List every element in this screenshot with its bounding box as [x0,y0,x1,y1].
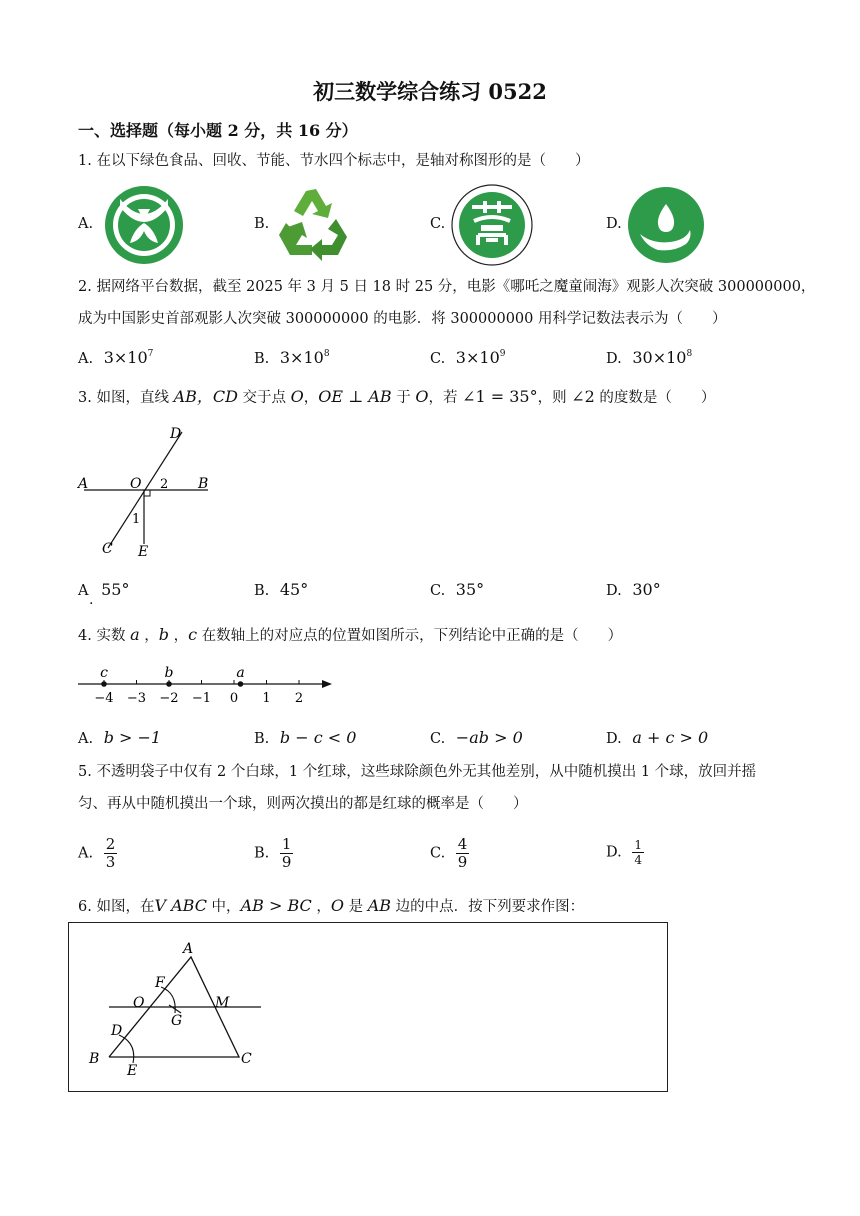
q3-option-a-dot: . [89,592,94,608]
q6-fig-label-g: G [171,1013,183,1029]
q5-option-d-fraction [632,838,644,867]
q5-option-b-num: 1 [281,835,292,853]
q6-math-ineq: AB > BC [240,896,312,915]
q4-sep-1: ， [139,628,159,644]
q4-var-b: b [158,625,169,644]
q4-option-a [78,728,161,747]
energy-saving-icon [450,183,534,271]
q3-option-b [254,580,308,599]
q3-text-4: 于 [391,390,416,406]
q4-option-c [430,728,523,747]
q5-option-a-num: 2 [105,835,116,853]
q1-option-b-label: B. [254,216,270,232]
q4-text-2: 在数轴上的对应点的位置如图所示，下列结论中正确的是（ ） [197,628,623,644]
q3-text-5: ，若 [428,390,463,406]
q3-text-2: 交于点 [237,390,291,406]
q5-option-b [254,836,293,871]
q3-fig-label-2: 2 [160,477,169,492]
q3-option-a-value: 55° [101,580,130,599]
q3-figure [74,424,224,568]
q3-option-c [430,580,484,599]
question-4-text [78,625,622,646]
q3-fig-label-1: 1 [132,512,141,527]
q2-option-d-label: D. [606,351,622,367]
q5-option-c-num: 4 [457,835,468,853]
q4-var-c: c [188,625,198,644]
q2-option-a-label: A. [78,351,94,367]
q6-fig-label-f: F [155,975,165,991]
question-1-text: 1. 在以下绿色食品、回收、节能、节水四个标志中，是轴对称图形的是（ ） [78,153,590,169]
page-title: 初三数学综合练习 0522 [313,79,547,104]
q3-text-6: ，则 [537,390,572,406]
q2-option-b [254,348,330,367]
q3-option-c-value: 35° [455,580,485,599]
q4-sep-2: ， [168,628,189,644]
question-6-text [78,896,584,917]
q2-option-a-coef: 3×10 [103,348,148,367]
q3-math-angle1: ∠1 = 35° [462,387,538,406]
number-line-point-label-c: c [100,665,108,681]
number-line-point-label-a: a [236,665,245,681]
q1-option-c-label: C. [430,216,446,232]
q3-fig-label-b: B [198,476,209,492]
q4-option-b-label: B. [254,731,270,747]
q6-fig-label-o: O [133,995,145,1011]
recycle-icon [276,185,356,265]
q4-option-b [254,728,356,747]
q4-option-c-expr: −ab > 0 [455,728,523,747]
q5-option-c-label: C. [430,845,446,862]
q5-option-b-den: 9 [281,853,292,871]
q2-option-c-exp: 9 [499,349,506,359]
q4-option-d-expr: a + c > 0 [632,728,709,747]
section-heading: 一、选择题（每小题 2 分，共 16 分） [78,121,358,140]
q2-option-d-exp: 8 [686,349,693,359]
q4-option-c-label: C. [430,731,446,747]
q5-option-a [78,836,117,871]
q4-option-d-label: D. [606,731,622,747]
q6-text-2: 中， [206,899,241,915]
q4-option-a-label: A. [78,731,94,747]
q3-option-d-label: D. [606,583,622,599]
q4-var-a: a [130,625,140,644]
q3-text-7: 的度数是（ ） [594,390,716,406]
q2-option-c-label: C. [430,351,446,367]
q5-option-d-num: 1 [634,838,642,852]
number-line-point-c [101,681,107,687]
q3-option-a-label: A [78,583,89,599]
q3-math-o2: O [415,387,429,406]
q3-math-perp: OE ⊥ AB [318,387,392,406]
water-saving-icon [626,186,706,268]
q4-option-b-expr: b − c < 0 [279,728,357,747]
q5-option-a-den: 3 [105,853,116,871]
question-5-line-2: 匀、再从中随机摸出一个球，则两次摸出的都是红球的概率是（ ） [78,796,528,812]
q5-option-b-label: B. [254,845,270,862]
q3-option-d-value: 30° [632,580,661,599]
q6-fig-label-b: B [89,1051,100,1067]
q6-fig-label-a: A [183,941,194,957]
q2-option-c [430,348,505,367]
q2-option-b-label: B. [254,351,270,367]
number-line-tick-label: 2 [294,691,304,706]
q6-fig-label-m: M [215,995,230,1011]
q3-math-angle2: ∠2 [571,387,595,406]
question-5-line-1: 5. 不透明袋子中仅有 2 个白球，1 个红球，这些球除颜色外无其他差别，从中随机摸出 1 个球，放回并摇 [78,764,757,780]
q3-math-o: O [290,387,304,406]
q6-text-3: ， [311,899,331,915]
q3-math-lines: AB，CD [173,387,238,406]
question-2-line-2: 成为中国影史首部观影人次突破 300000000 的电影．将 300000000 用科学记数法表示为（ ） [78,311,727,327]
q6-fig-label-d: D [111,1023,123,1039]
q3-option-d [606,580,661,599]
green-food-icon [104,185,184,269]
q5-option-d [606,838,644,867]
number-line-tick-label: 1 [262,691,271,706]
q3-option-b-label: B. [254,583,270,599]
q3-fig-label-a: A [78,476,89,492]
q3-text-1: 3. 如图，直线 [78,390,174,406]
q6-math-ab: AB [367,896,392,915]
question-2-line-1: 2. 据网络平台数据，截至 2025 年 3 月 5 日 18 时 25 分，电影《哪吒之魔童闹海》观影人次突破 300000000， [78,279,816,295]
number-line-point-b [166,681,172,687]
q3-fig-label-d: D [170,426,182,442]
q4-option-d [606,728,708,747]
q5-option-b-fraction [280,836,294,871]
q2-option-b-coef: 3×10 [279,348,324,367]
q6-math-triangle: V ABC [154,896,207,915]
q3-fig-label-o: O [130,476,142,492]
q6-math-o: O [330,896,344,915]
q2-option-d-coef: 30×10 [632,348,687,367]
q1-option-a-label: A. [78,216,94,232]
q2-option-c-coef: 3×10 [455,348,500,367]
q3-option-c-label: C. [430,583,446,599]
q3-text-3: ， [303,390,319,406]
q6-text-5: 边的中点．按下列要求作图： [391,899,585,915]
q1-option-d-label: D. [606,216,622,232]
q3-fig-label-c: C [102,541,113,557]
q5-option-a-label: A. [78,845,94,862]
q3-fig-label-e: E [138,544,149,560]
q2-option-a-exp: 7 [147,349,154,359]
number-line-tick-label: −2 [159,691,179,706]
number-line-point-a [238,681,244,687]
q6-fig-label-c: C [241,1051,252,1067]
q5-option-d-label: D. [606,844,622,861]
q4-number-line [74,660,338,712]
number-line-tick-label: 0 [229,691,239,706]
q6-fig-label-e: E [127,1063,138,1079]
q3-option-b-value: 45° [279,580,309,599]
number-line-tick-label: −1 [191,691,212,706]
q4-text-1: 4. 实数 [78,628,131,644]
number-line-point-label-b: b [164,665,174,681]
q5-option-d-den: 4 [634,853,642,867]
number-line-tick-label: −4 [94,691,114,706]
number-line-tick-label: −3 [126,691,147,706]
q2-option-a [78,348,153,367]
q2-option-b-exp: 8 [323,349,330,359]
q5-option-c [430,836,469,871]
q2-option-d [606,348,692,367]
q3-option-a [78,580,129,599]
q6-figure-box [68,922,668,1092]
q5-option-c-fraction [456,836,470,871]
q5-option-c-den: 9 [457,853,468,871]
q4-option-a-expr: b > −1 [103,728,162,747]
question-3-text [78,387,715,408]
q5-option-a-fraction [104,836,118,871]
q6-text-1: 6. 如图，在 [78,899,155,915]
q6-text-4: 是 [343,899,368,915]
